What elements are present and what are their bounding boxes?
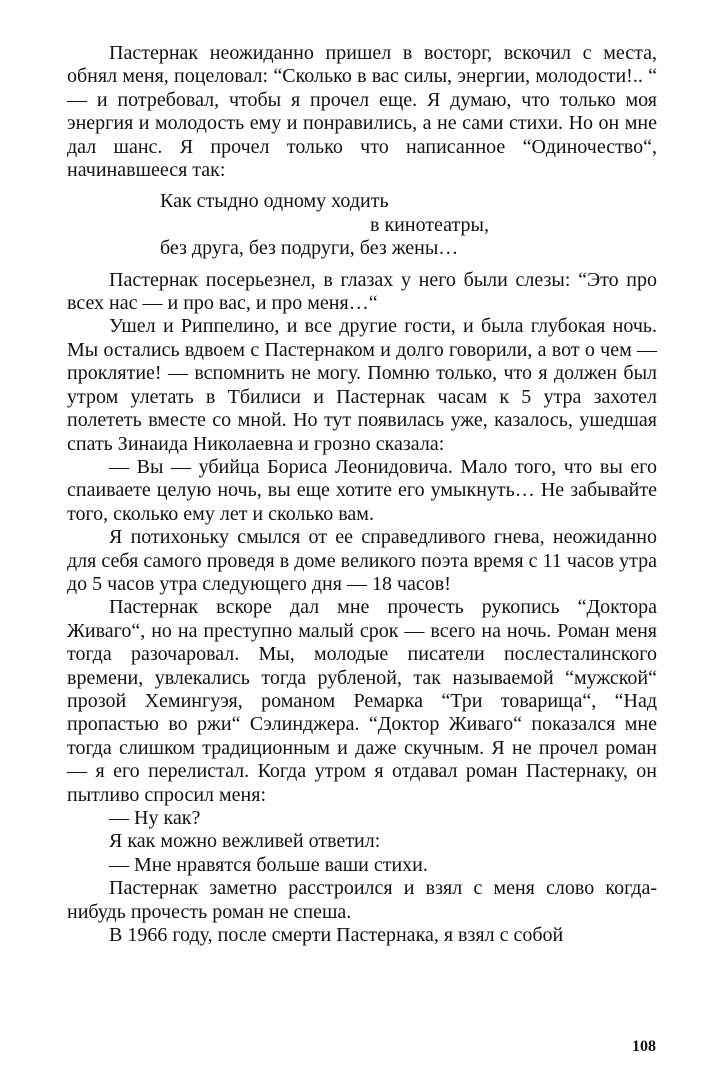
poem-line: без друга, без подруги, без жены…	[160, 237, 459, 260]
page-number: 108	[632, 1038, 656, 1055]
page-body	[67, 42, 657, 947]
paragraph: Я потихоньку смылся от ее справедливого гнева, неожиданно для себя самого проведя в доме великого поэта время с 11 часов утра до 5 часов утра следующего дня — 18 часов!	[67, 526, 657, 595]
paragraph: Пастернак вскоре дал мне прочесть рукопись “Доктора Живаго“, но на преступно малый срок — всего на ночь. Роман меня тогда разочаровал. Мы, молодые писатели послесталинского времени, увлекались тогда рубленой, так называемой “мужской“ прозой Хемингуэя, романом Ремарка “Три товарища“, “Над пропастью во ржи“ Сэлинджера. “Доктор Живаго“ показался мне тогда слишком традиционным и даже скучным. Я не прочел роман — я его перелистал. Когда утром я отдавал роман Пастернаку, он пытливо спросил меня:	[67, 596, 657, 806]
paragraph: — Вы — убийца Бориса Леонидовича. Мало того, что вы его спаиваете целую ночь, вы еще хотите его умыкнуть… Не забывайте того, сколько ему лет и сколько вам.	[67, 455, 657, 525]
poem-line: Как стыдно одному ходить	[160, 190, 389, 213]
paragraph: Ушел и Риппелино, и все другие гости, и была глубокая ночь. Мы остались вдвоем с Пастернаком и долго говорили, а вот о чем — проклятие! — вспомнить не могу. Помню только, что я должен был утром улетать в Тбилиси и Пастернак часам к 5 утра захотел полететь вместе со мной. Но тут появилась уже, казалось, ушедшая спать Зинаида Николаевна и грозно сказала:	[67, 315, 657, 455]
paragraph: — Мне нравятся больше ваши стихи.	[109, 853, 428, 876]
paragraph: Пастернак заметно расстроился и взял с меня слово когда-нибудь прочесть роман не спеша.	[67, 877, 657, 923]
poem-line: в кинотеатры,	[370, 213, 489, 236]
paragraph: Пастернак посерьезнел, в глазах у него были слезы: “Это про всех нас — и про вас, и про меня…“	[67, 268, 657, 315]
paragraph: Я как можно вежливей ответил:	[109, 830, 381, 853]
poem-excerpt	[67, 190, 657, 260]
paragraph: Пастернак неожиданно пришел в восторг, вскочил с места, обнял меня, поцеловал: “Сколько в вас силы, энергии, молодости!.. “ — и потребовал, чтобы я прочел еще. Я думаю, что только моя энергия и молодость ему и понравились, а не сами стихи. Но он мне дал шанс. Я прочел только что написанное “Одиночество“, начинавшееся так:	[67, 42, 657, 182]
paragraph: — Ну как?	[109, 807, 201, 829]
paragraph: В 1966 году, после смерти Пастернака, я взял с собой	[109, 924, 564, 947]
